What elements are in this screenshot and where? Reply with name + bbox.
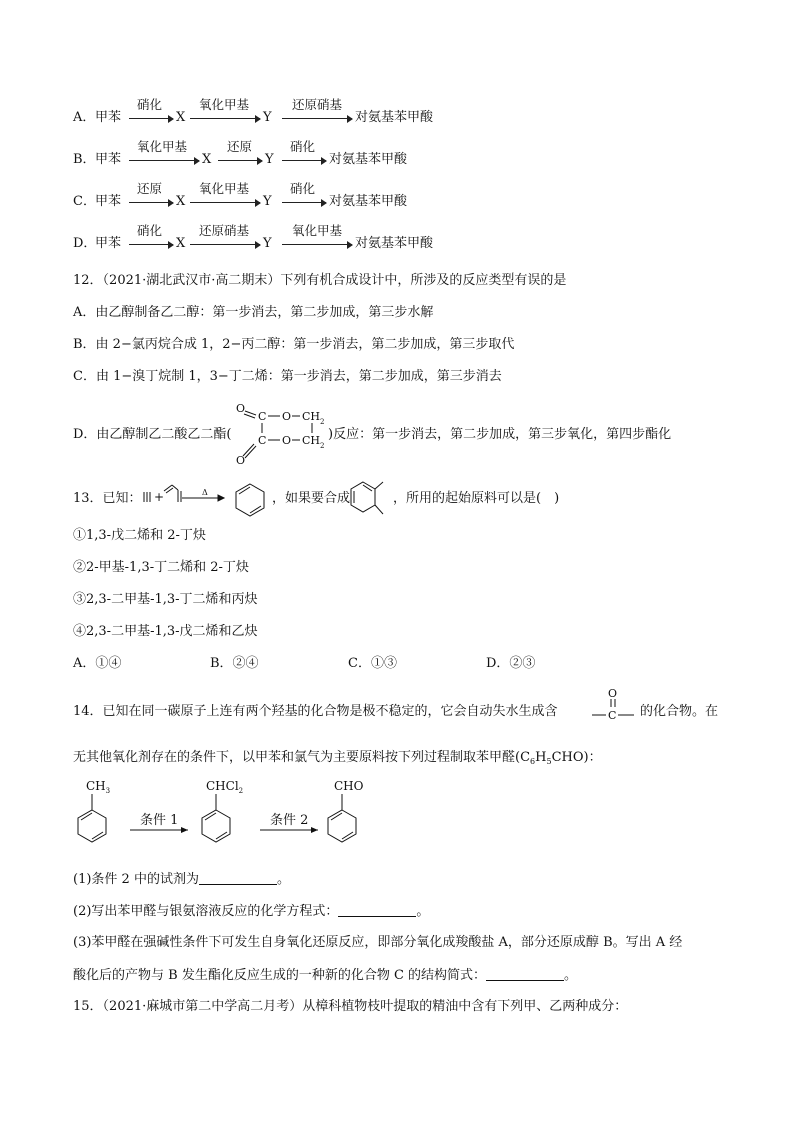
option-d-suffix: )反应：第一步消去，第二步加成，第三步氧化，第四步酯化	[328, 427, 672, 442]
intermediate-x: X	[176, 110, 186, 125]
intermediate-x: X	[176, 236, 186, 251]
svg-text:C: C	[608, 709, 617, 722]
benzal-chloride-ring	[202, 810, 230, 842]
carbonyl-group	[590, 686, 638, 724]
q14-line1-a: 14．已知在同一碳原子上连有两个羟基的化合物是极不稳定的，它会自动失水生成含	[73, 704, 558, 719]
option-letter: D．	[73, 236, 97, 251]
reaction-arrow	[129, 202, 173, 203]
q14-sub2: (2)写出苯甲醛与银氨溶液反应的化学方程式： 。	[73, 904, 430, 919]
start-compound: 甲苯	[95, 152, 122, 167]
option-d-prefix: D．由乙醇制乙二酸乙二酯(	[73, 427, 232, 442]
q13-choice-b: B．②④	[210, 656, 259, 671]
q12-option-a: A．由乙醇制备乙二醇：第一步消去，第二步加成，第三步水解	[73, 305, 434, 320]
atom-o: O	[236, 454, 246, 467]
reaction-arrow	[282, 202, 326, 203]
reaction-arrow	[190, 202, 260, 203]
q13-item-4: ④2,3-二甲基-1,3-戊二烯和乙炔	[73, 624, 258, 639]
heat-symbol: Δ	[202, 488, 208, 497]
reaction-arrow	[190, 118, 260, 119]
q13-item-2: ②2-甲基-1,3-丁二烯和 2-丁炔	[73, 560, 249, 575]
step-label: 硝化	[137, 223, 163, 238]
q13-choice-a: A．①④	[73, 656, 122, 671]
benzaldehyde-synthesis-scheme	[70, 776, 390, 856]
q13-item-3: ③2,3-二甲基-1,3-丁二烯和丙炔	[73, 592, 258, 607]
atom-o: O	[282, 434, 292, 447]
q13-prefix: 13．已知：	[73, 491, 142, 506]
intermediate-y: Y	[263, 194, 272, 209]
start-compound: 甲苯	[95, 110, 122, 125]
step-label: 硝化	[137, 97, 163, 112]
atom-c: C	[258, 434, 267, 447]
atom-o: O	[282, 410, 292, 423]
step-label: 还原硝基	[292, 97, 343, 112]
atom-ch2: CH	[302, 410, 321, 423]
reaction-arrow	[129, 118, 173, 119]
intermediate-y: Y	[265, 152, 274, 167]
product: 对氨基苯甲酸	[355, 110, 434, 125]
subscript: 2	[320, 418, 325, 426]
q14-line2: 无其他氧化剂存在的条件下，以甲苯和氯气为主要原料按下列过程制取苯甲醛$(C_6H_5CHO)$：	[73, 750, 602, 766]
q14-sub3-line1: (3)苯甲醛在强碱性条件下可发生自身氧化还原反应，即部分氧化成羧酸盐 A，部分还原成醇 B。写出 A 经	[73, 935, 683, 950]
reaction-arrow	[218, 160, 262, 161]
condition-2: 条件 2	[270, 813, 309, 828]
q13-mid: ，如果要合成	[272, 491, 351, 506]
product: 对氨基苯甲酸	[329, 152, 408, 167]
cho-label: CHO	[334, 779, 364, 793]
product: 对氨基苯甲酸	[355, 236, 434, 251]
intermediate-y: Y	[263, 110, 272, 125]
step-label: 氧化甲基	[137, 139, 188, 154]
option-letter: B．	[73, 152, 96, 167]
intermediate-y: Y	[263, 236, 272, 251]
q15-stem: 15．（2021·麻城市第二中学高二月考）从樟科植物枝叶提取的精油中含有下列甲、乙两种成分：	[73, 999, 628, 1014]
step-label: 氧化甲基	[199, 181, 250, 196]
start-compound: 甲苯	[95, 236, 122, 251]
q12-stem: 12．（2021·湖北武汉市·高二期末）下列有机合成设计中，所涉及的反应类型有误的是	[73, 273, 567, 288]
ethylene-oxalate-structure	[232, 400, 328, 468]
q14-sub1: (1)条件 2 中的试剂为 。	[73, 872, 290, 887]
toluene-ring	[78, 810, 106, 842]
reaction-arrow	[190, 244, 260, 245]
reaction-arrow	[282, 118, 352, 119]
svg-text:O: O	[608, 687, 618, 700]
q12-option-b: B．由 2−氯丙烷合成 1，2−丙二醇：第一步消去，第二步加成，第三步取代	[73, 337, 515, 352]
answer-blank[interactable]	[486, 968, 564, 981]
diels-alder-scheme	[140, 480, 290, 520]
condition-1: 条件 1	[140, 813, 179, 828]
q13-choice-d: D．②③	[486, 656, 536, 671]
atom-o: O	[236, 402, 246, 415]
answer-blank[interactable]	[199, 872, 277, 885]
benzaldehyde-ring	[328, 810, 356, 842]
subscript: 2	[320, 442, 325, 450]
reaction-arrow	[129, 160, 199, 161]
step-label: 硝化	[290, 139, 316, 154]
chcl2-label: CHCl$_2$	[206, 779, 244, 795]
product: 对氨基苯甲酸	[329, 194, 408, 209]
intermediate-x: X	[202, 152, 212, 167]
q13-item-1: ①1,3-戊二烯和 2-丁炔	[73, 528, 206, 543]
atom-c: C	[258, 410, 267, 423]
intermediate-x: X	[176, 194, 186, 209]
step-label: 氧化甲基	[199, 97, 250, 112]
step-label: 还原	[137, 181, 163, 196]
reaction-arrow	[282, 160, 326, 161]
target-dimethylcyclohexadiene	[345, 474, 393, 522]
step-label: 还原	[227, 139, 253, 154]
svg-text:+: +	[154, 490, 165, 504]
start-compound: 甲苯	[95, 194, 122, 209]
reaction-arrow	[129, 244, 173, 245]
answer-blank[interactable]	[338, 904, 416, 917]
q13-suffix: ，所用的起始原料可以是( )	[393, 491, 560, 506]
step-label: 硝化	[290, 181, 316, 196]
step-label: 还原硝基	[199, 223, 250, 238]
reaction-arrow	[282, 244, 352, 245]
q14-line1-b: 的化合物。在	[640, 704, 719, 719]
ch3-label: $CH_3$	[86, 779, 111, 795]
option-letter: C．	[73, 194, 96, 209]
option-letter: A．	[73, 110, 96, 125]
q14-sub3-line2: 酸化后的产物与 B 发生酯化反应生成的一种新的化合物 C 的结构简式： 。	[73, 968, 578, 983]
q12-option-c: C．由 1−溴丁烷制 1，3−丁二烯：第一步消去，第二步加成，第三步消去	[73, 369, 502, 384]
atom-ch2: CH	[302, 434, 321, 447]
step-label: 氧化甲基	[292, 223, 343, 238]
q13-choice-c: C．①③	[348, 656, 397, 671]
